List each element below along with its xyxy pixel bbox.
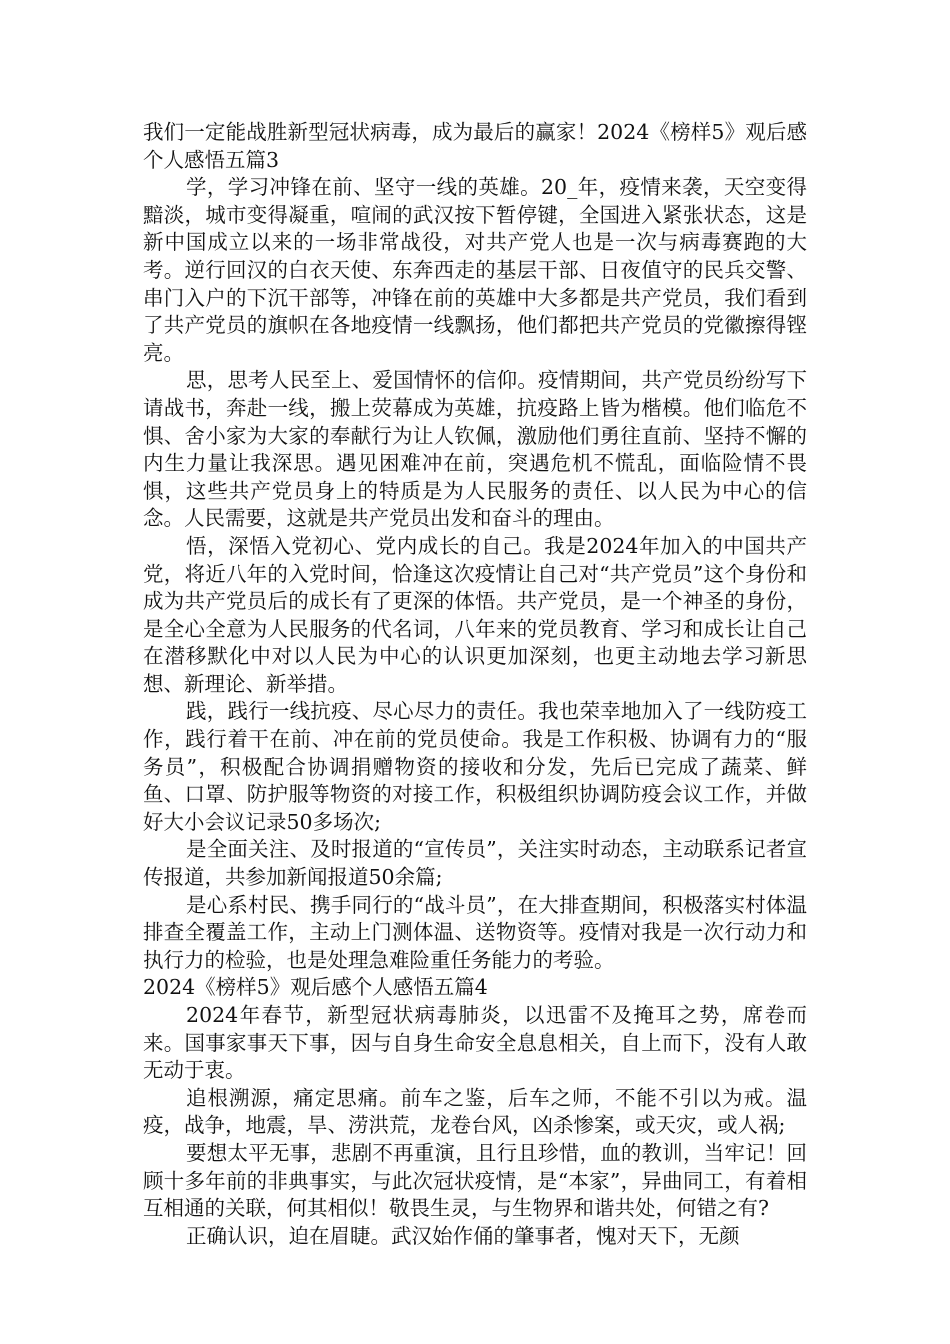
document-page <box>143 119 807 1250</box>
paragraph-practice: 践，践行一线抗疫、尽心尽力的责任。我也荣幸地加入了一线防疫工作，践行着干在前、冲在前的党员使命。我是工作积极、协调有力的“服务员”，积极配合协调捐赠物资的接收和分发，先后已完成了蔬菜、鲜鱼、口罩、防护服等物资的对接工作，积极组织协调防疫会议工作，并做好大小会议记录50多场次; <box>143 699 807 834</box>
paragraph-peace: 要想太平无事，悲剧不再重演，且行且珍惜，血的教训，当牢记！回顾十多年前的非典事实，与此次冠状疫情，是“本家”，异曲同工，有着相互相通的关联，何其相似！敬畏生灵，与生物界和谐共处，何错之有? <box>143 1140 807 1221</box>
paragraph-fighter: 是心系村民、携手同行的“战斗员”，在大排查期间，积极落实村体温排查全覆盖工作，主动上门测体温、送物资等。疫情对我是一次行动力和执行力的检验，也是处理急难险重任务能力的考验。 <box>143 892 807 972</box>
section-heading-4: 2024《榜样5》观后感个人感悟五篇4 <box>143 975 488 1000</box>
paragraph-intro-closing: 我们一定能战胜新型冠状病毒，成为最后的赢家！2024《榜样5》观后感个人感悟五篇3 <box>143 120 807 172</box>
paragraph-think: 思，思考人民至上、爱国情怀的信仰。疫情期间，共产党员纷纷写下请战书，奔赴一线，搬上荧幕成为英雄，抗疫路上皆为楷模。他们临危不惧、舍小家为大家的奉献行为让人钦佩，激励他们勇往直前、坚持不懈的内生力量让我深思。遇见困难冲在前，突遇危机不慌乱，面临险情不畏惧，这些共产党员身上的特质是为人民服务的责任、以人民为中心的信念。人民需要，这就是共产党员出发和奋斗的理由。 <box>143 368 807 531</box>
paragraph-spring-festival: 2024年春节，新型冠状病毒肺炎，以迅雷不及掩耳之势，席卷而来。国事家事天下事，因与自身生命安全息息相关，自上而下，没有人敢无动于衷。 <box>143 1003 807 1083</box>
paragraph-learn: 学，学习冲锋在前、坚守一线的英雄。20_年，疫情来袭，天空变得黯淡，城市变得凝重，喧闹的武汉按下暂停键，全国进入紧张状态，这是新中国成立以来的一场非常战役，对共产党人也是一次与病毒赛跑的大考。逆行回汉的白衣天使、东奔西走的基层干部、日夜值守的民兵交警、串门入户的下沉干部等，冲锋在前的英雄中大多都是共产党员，我们看到了共产党员的旗帜在各地疫情一线飘扬，他们都把共产党员的党徽擦得铿亮。 <box>143 175 807 365</box>
paragraph-publicist: 是全面关注、及时报道的“宣传员”，关注实时动态，主动联系记者宣传报道，共参加新闻报道50余篇; <box>143 837 807 890</box>
paragraph-realize: 悟，深悟入党初心、党内成长的自己。我是2024年加入的中国共产党，将近八年的入党时间，恰逢这次疫情让自己对“共产党员”这个身份和成为共产党员后的成长有了更深的体悟。共产党员，是一个神圣的身份，是全心全意为人民服务的代名词，八年来的党员教育、学习和成长让自己在潜移默化中对以人民为中心的认识更加深刻，也更主动地去学习新思想、新理论、新举措。 <box>143 533 807 696</box>
paragraph-correct-understanding: 正确认识，迫在眉睫。武汉始作俑的肇事者，愧对天下，无颜 <box>186 1223 740 1248</box>
paragraph-trace-origin: 追根溯源，痛定思痛。前车之鉴，后车之师，不能不引以为戒。温疫，战争，地震，旱、涝洪荒，龙卷台风，凶杀惨案，或天灾，或人祸; <box>143 1085 807 1138</box>
